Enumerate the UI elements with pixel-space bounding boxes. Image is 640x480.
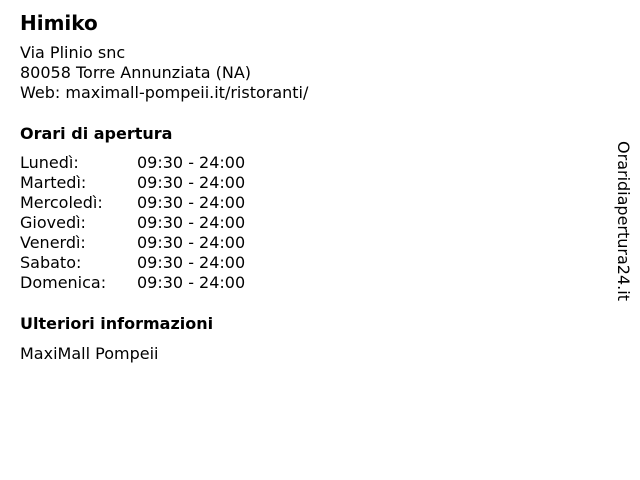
hours-row-friday: [20, 233, 267, 253]
hours-value: 09:30 - 24:00: [137, 153, 246, 172]
hours-row-saturday: [20, 253, 267, 273]
hours-value: 09:30 - 24:00: [137, 213, 246, 232]
day-label: Sabato:: [20, 253, 82, 272]
day-label: Domenica:: [20, 273, 107, 292]
city-line: 80058 Torre Annunziata (NA): [20, 63, 251, 82]
hours-value: 09:30 - 24:00: [137, 173, 246, 192]
hours-row-wednesday: [20, 193, 267, 213]
day-label: Venerdì:: [20, 233, 86, 252]
opening-hours-table: [20, 153, 267, 293]
more-info-text: MaxiMall Pompeii: [20, 344, 159, 363]
day-label: Giovedì:: [20, 213, 86, 232]
day-label: Mercoledì:: [20, 193, 103, 212]
more-info-heading: Ulteriori informazioni: [20, 314, 214, 333]
hours-row-tuesday: [20, 173, 267, 193]
hours-row-sunday: [20, 273, 267, 293]
hours-value: 09:30 - 24:00: [137, 273, 246, 292]
hours-value: 09:30 - 24:00: [137, 253, 246, 272]
address-block: [20, 43, 308, 103]
opening-hours-heading: Orari di apertura: [20, 124, 173, 143]
hours-value: 09:30 - 24:00: [137, 233, 246, 252]
hours-row-thursday: [20, 213, 267, 233]
hours-value: 09:30 - 24:00: [137, 193, 246, 212]
day-label: Lunedì:: [20, 153, 79, 172]
site-watermark: Oraridiapertura24.it: [614, 141, 633, 301]
day-label: Martedì:: [20, 173, 87, 192]
business-name: Himiko: [20, 11, 98, 35]
website-link[interactable]: Web: maximall-pompeii.it/ristoranti/: [20, 83, 309, 102]
street-address: Via Plinio snc: [20, 43, 126, 62]
hours-row-monday: [20, 153, 267, 173]
